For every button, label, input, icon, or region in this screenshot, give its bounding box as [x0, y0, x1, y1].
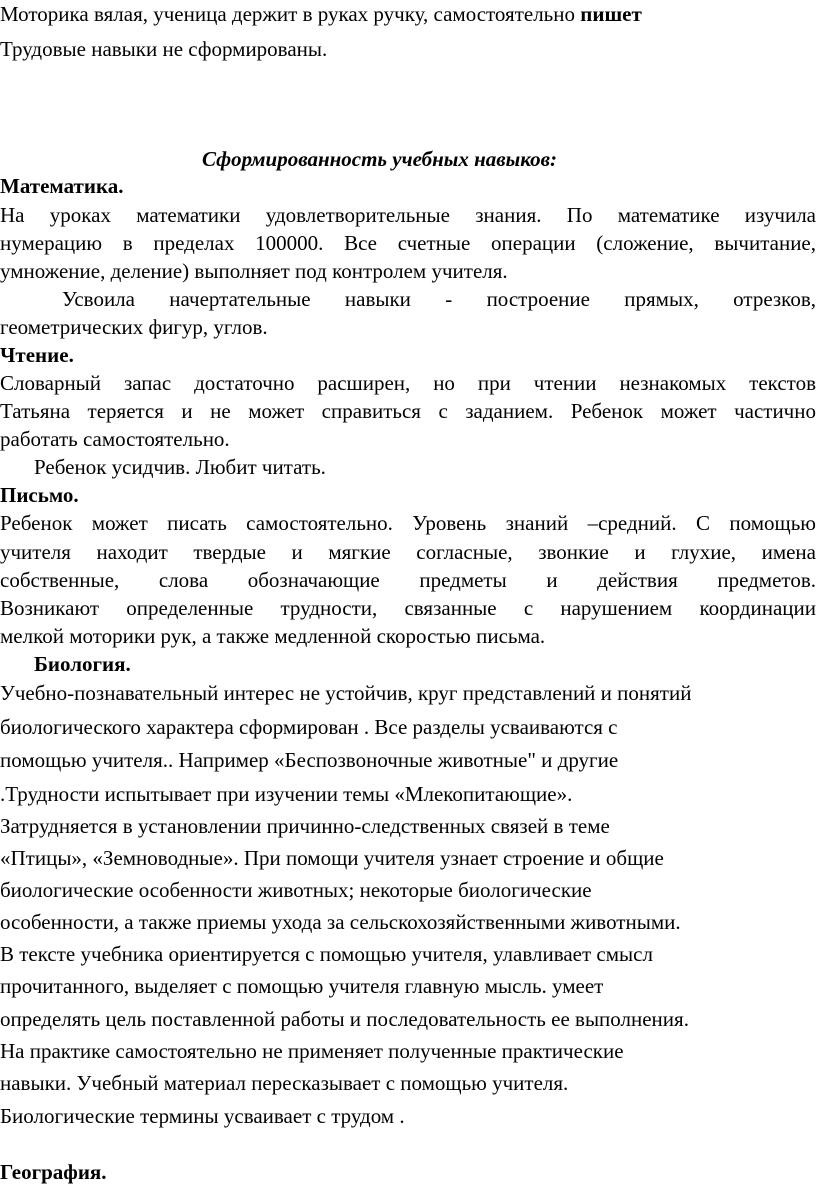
biology-line: особенности, а также приемы ухода за сельскохозяйственными животными. — [0, 910, 681, 934]
math-line: На уроках математики удовлетворительные знания. По математике изучила — [0, 203, 816, 227]
geography-heading: География. — [0, 1160, 107, 1184]
reading-line: Ребенок усидчив. Любит читать. — [34, 455, 326, 479]
reading-line: Словарный запас достаточно расширен, но при чтении незнакомых текстов — [0, 371, 816, 395]
intro-line-1-text: Моторика вялая, ученица держит в руках ручку, самостоятельно — [0, 2, 581, 26]
math-line: геометрических фигур, углов. — [0, 315, 268, 339]
intro-line-1-bold: пишет — [580, 2, 642, 26]
biology-line: прочитанного, выделяет с помощью учителя главную мысль. умеет — [0, 974, 604, 998]
intro-line-1 — [0, 4, 642, 25]
biology-line: определять цель поставленной работы и последовательность ее выполнения. — [0, 1007, 689, 1031]
biology-line: Затрудняется в установлении причинно-следственных связей в теме — [0, 814, 610, 838]
section-title: Сформированность учебных навыков: — [202, 147, 557, 171]
biology-line: На практике самостоятельно не применяет полученные практические — [0, 1039, 624, 1063]
writing-line: Возникают определенные трудности, связанные с нарушением координации — [0, 596, 816, 620]
writing-line: учителя находит твердые и мягкие согласные, звонкие и глухие, имена — [0, 540, 816, 564]
reading-line: работать самостоятельно. — [0, 427, 230, 451]
biology-line: Биологические термины усваивает с трудом . — [0, 1104, 405, 1128]
biology-line: «Птицы», «Земноводные». При помощи учителя узнает строение и общие — [0, 846, 664, 870]
intro-line-2: Трудовые навыки не сформированы. — [0, 37, 328, 61]
math-line: умножение, деление) выполняет под контролем учителя. — [0, 259, 508, 283]
biology-line: Учебно-познавательный интерес не устойчив, круг представлений и понятий — [0, 681, 692, 705]
reading-heading: Чтение. — [0, 343, 74, 367]
math-line: нумерацию в пределах 100000. Все счетные операции (сложение, вычитание, — [0, 231, 816, 255]
math-heading: Математика. — [0, 174, 124, 198]
biology-line: биологические особенности животных; некоторые биологические — [0, 878, 592, 902]
writing-line: мелкой моторики рук, а также медленной скоростью письма. — [0, 624, 546, 648]
biology-line: .Трудности испытывает при изучении темы «Млекопитающие». — [0, 782, 573, 806]
biology-line: навыки. Учебный материал пересказывает с помощью учителя. — [0, 1071, 569, 1095]
reading-line: Татьяна теряется и не может справиться с заданием. Ребенок может частично — [0, 399, 816, 423]
biology-line: биологического характера сформирован . Все разделы усваиваются с — [0, 715, 618, 739]
math-line: Усвоила начертательные навыки - построение прямых, отрезков, — [62, 287, 816, 311]
biology-line: помощью учителя.. Например «Беспозвоночные животные" и другие — [0, 748, 619, 772]
biology-heading: Биология. — [34, 652, 131, 676]
writing-heading: Письмо. — [0, 483, 79, 507]
writing-line: собственные, слова обозначающие предметы и действия предметов. — [0, 568, 816, 592]
writing-line: Ребенок может писать самостоятельно. Уровень знаний –средний. С помощью — [0, 511, 816, 535]
biology-line: В тексте учебника ориентируется с помощью учителя, улавливает смысл — [0, 942, 653, 966]
